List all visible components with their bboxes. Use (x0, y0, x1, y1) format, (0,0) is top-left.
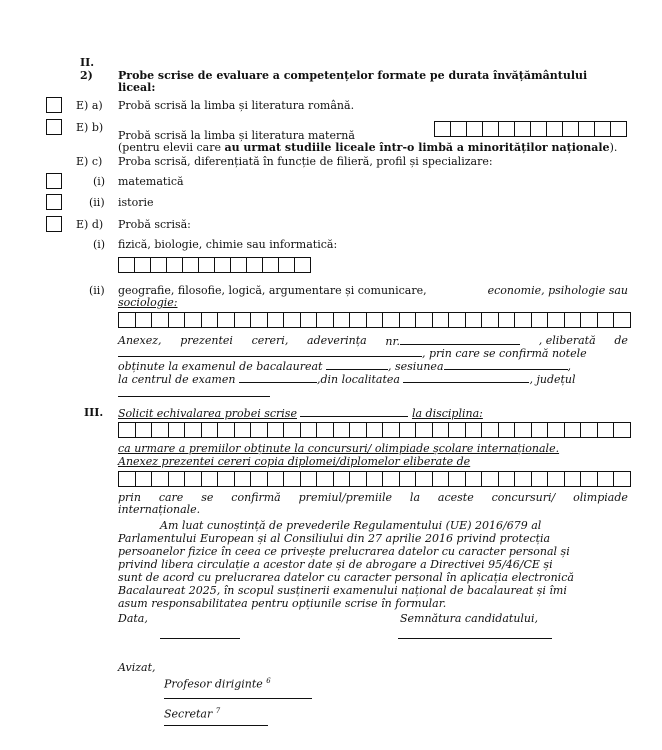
ed-text: Probă scrisă: (118, 218, 191, 231)
ed-i-text: fizică, biologie, chimie sau informatică: (118, 238, 338, 251)
issuer-grid[interactable] (118, 471, 631, 487)
ed-ii-label: (ii) (89, 284, 105, 297)
maternal-language-grid[interactable] (434, 121, 627, 137)
ea-label: E) a) (76, 99, 103, 112)
bac-exam-field[interactable] (326, 359, 388, 370)
ed-i-discipline-grid[interactable] (118, 257, 311, 273)
ec-ii-label: (ii) (89, 196, 105, 209)
annex-line-3: obținute la examenul de bacalaureat , sesiunea , (118, 360, 572, 373)
locality-field[interactable] (403, 372, 529, 383)
gdpr-line-5: sunt de acord cu prelucrarea datelor cu caracter personal în aplicația electronică (118, 571, 574, 584)
ec-text: Proba scrisă, diferențiată în funcție de filieră, profil și specializare: (118, 155, 493, 168)
annex-line-1: Anexez, prezentei cereri, adeverința nr. , eliberată de (118, 334, 628, 348)
ea-text: Probă scrisă la limba și literatura română. (118, 99, 355, 112)
section-3-line-5: internaționale. (118, 503, 201, 516)
checkbox-ed[interactable] (46, 216, 62, 232)
eb-text: Probă scrisă la limba și literatura maternă (118, 129, 355, 142)
date-field[interactable] (160, 638, 240, 639)
section-2-roman: II. (80, 56, 95, 69)
checkbox-ec-istorie[interactable] (46, 194, 62, 210)
section-2-title: Probe scrise de evaluare a competențelor formate pe durata învățământului (118, 69, 588, 82)
section-3-number: III. (84, 406, 104, 419)
diriginte-label: Profesor diriginte $^6$ (164, 677, 271, 691)
candidate-signature-label: Semnătura candidatului, (400, 612, 539, 625)
annex-line-2: , prin care se confirmă notele (118, 346, 587, 360)
issued-by-field[interactable] (118, 346, 422, 357)
secretar-signature-field[interactable] (164, 725, 268, 726)
equivalence-exam-field[interactable] (300, 406, 408, 417)
section-2-number: 2) (80, 69, 93, 82)
exam-center-field[interactable] (239, 372, 317, 383)
ec-i-label: (i) (93, 175, 106, 188)
gdpr-line-3: persoanelor fizice în ceea ce privește prelucrarea datelor cu caracter personal și (118, 545, 570, 558)
gdpr-line-1: Am luat cunoștință de prevederile Regulamentului (UE) 2016/679 al (160, 519, 542, 532)
ec-label: E) c) (76, 155, 103, 168)
candidate-signature-field[interactable] (398, 638, 552, 639)
gdpr-line-2: Parlamentului European și al Consiliului din 27 aprilie 2016 privind protecția (118, 532, 551, 545)
avizat-label: Avizat, (118, 661, 156, 674)
date-label: Data, (118, 612, 148, 625)
gdpr-line-4: privind libera circulație a acestor date și de abrogare a Directivei 95/46/CE și (118, 558, 553, 571)
section-3-line-3: Anexez prezentei cereri copia diplomei/diplomelor eliberate de (118, 455, 471, 468)
ed-i-label: (i) (93, 238, 106, 251)
section-3-request: Solicit echivalarea probei scrise la disciplina: (118, 407, 483, 420)
checkbox-ea[interactable] (46, 97, 62, 113)
equivalence-discipline-grid[interactable] (118, 422, 631, 438)
section-2-title-cont: liceal: (118, 81, 156, 94)
ec-i-text: matematică (118, 175, 184, 188)
certificate-number-field[interactable] (400, 334, 520, 345)
gdpr-line-7: asum responsabilitatea pentru opțiunile scrise în formular. (118, 597, 447, 610)
ed-ii-text: geografie, filosofie, logică, argumentare și comunicare, economie, psihologie sau (118, 284, 628, 297)
section-3-line-2: ca urmare a premiilor obținute la concursuri/ olimpiade școlare internaționale. (118, 442, 560, 455)
secretar-label: Secretar $^7$ (164, 707, 221, 721)
checkbox-eb[interactable] (46, 119, 62, 135)
ed-ii-discipline-grid[interactable] (118, 312, 631, 328)
checkbox-ec-matematica[interactable] (46, 173, 62, 189)
section-3-line-4: prin care se confirmă premiul/premiile la aceste concursuri/ olimpiade (118, 491, 628, 504)
session-field[interactable] (444, 359, 568, 370)
ed-label: E) d) (76, 218, 104, 231)
gdpr-line-6: Bacalaureat 2025, în scopul susținerii examenului național de bacalaureat și îmi (118, 584, 567, 597)
eb-note: (pentru elevii care au urmat studiile liceale într-o limbă a minorităților naționale). (118, 141, 618, 154)
ec-ii-text: istorie (118, 196, 154, 209)
county-field[interactable] (118, 396, 270, 397)
ed-ii-text-cont: sociologie: (118, 296, 178, 309)
annex-line-4: la centrul de examen ,din localitatea , județul (118, 373, 576, 386)
diriginte-signature-field[interactable] (164, 698, 312, 699)
eb-label: E) b) (76, 121, 104, 134)
